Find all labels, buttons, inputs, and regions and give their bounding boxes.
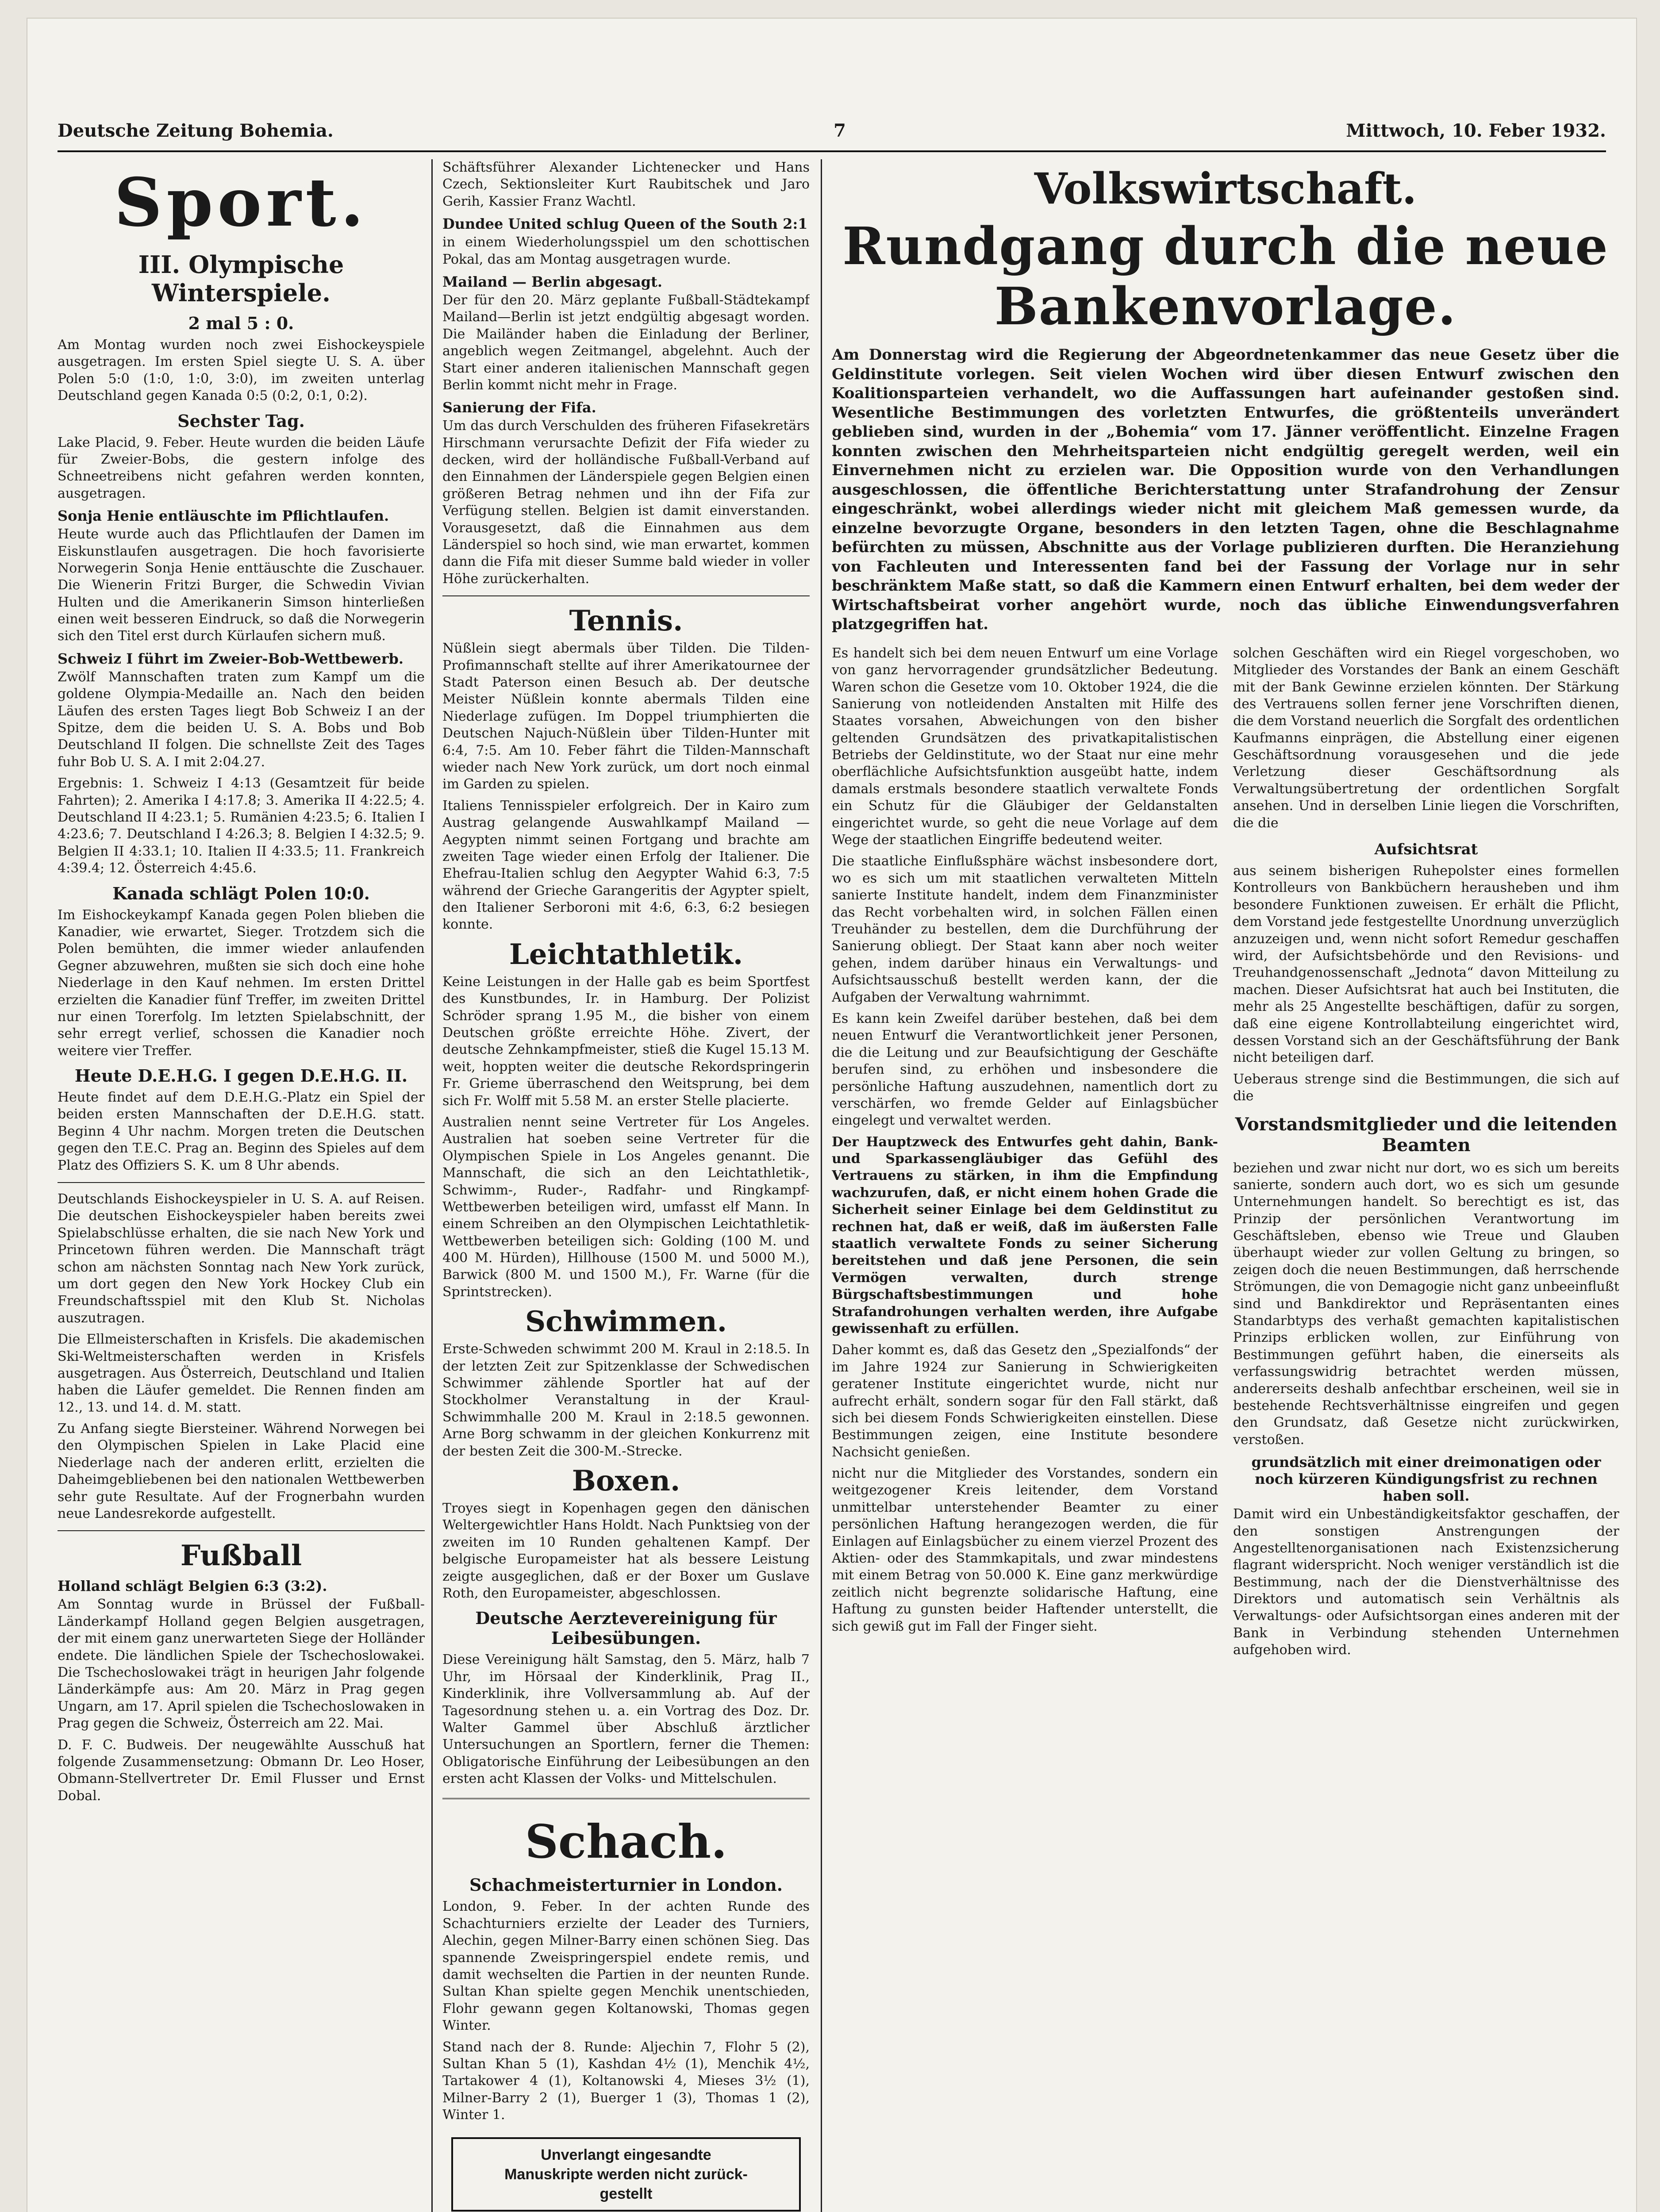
notice-line: Unverlangt eingesandte: [541, 2146, 711, 2163]
schach-heading: Schach.: [525, 1814, 727, 1869]
article-text: Nüßlein siegt abermals über Tilden. Die Tilden-Profimannschaft stellte auf ihrer Amerikatournee der Stadt Paterson einen Besuch ab. Der deutsche Meister Nüßlein konnte abermals Tilden eine Niederlage zufügen. Im Doppel triumphierten die Deutschen Najuch-Nüßlein über Tilden-Hunter mit 6:4, 7:5. Am 10. Feber fährt die Tilden-Mannschaft wieder nach New York zurück, um dort noch einmal im Garden zu spielen.: [442, 641, 810, 792]
kuendigung-heading: grundsätzlich mit einer dreimonatigen oder noch kürzeren Kündigungsfrist zu rechnen haben soll.: [1251, 1454, 1601, 1505]
holland-heading: Holland schlägt Belgien 6:3 (3:2).: [58, 1578, 327, 1595]
article-column-left: [832, 645, 1218, 1663]
article-text: Lake Placid, 9. Feber. Heute wurden die beiden Läufe für Zweier-Bobs, die gestern infolge des Schneetreibens nicht gefahren werden konnten, ausgetragen.: [58, 434, 425, 501]
article-text: London, 9. Feber. In der achten Runde des Schachturniers erzielte der Leader des Turniers, Alechin, gegen Milner-Barry einen schönen Sieg. Das spannende Zweispringerspiel endete remis, und damit wechselten die Partien in der neunten Runde. Sultan Khan spielte gegen Menchik unentschieden, Flohr gewann gegen Koltanowski, Thomas gegen Winter.: [442, 1899, 810, 2034]
column-divider: [431, 159, 433, 2212]
leichtathletik-heading: Leichtathletik.: [509, 937, 743, 971]
article-text: Heute findet auf dem D.E.H.G.-Platz ein Spiel der beiden ersten Mannschaften der D.E.H.G. statt. Beginn 4 Uhr nachm. Morgen treten die Deutschen gegen den T.E.C. Prag an. Beginn des Spieles auf dem Platz des Offiziers S. K. um 8 Uhr abends.: [58, 1090, 425, 1173]
article-title: Rundgang durch die neue Bankenvorlage.: [842, 216, 1609, 337]
masthead-rule: [58, 150, 1606, 152]
notice-line: gestellt: [599, 2185, 653, 2202]
article-text: Keine Leistungen in der Halle gab es beim Sportfest des Kunstbundes, Ir. in Hamburg. Der Polizist Schröder sprang 1.95 M., die bisher von einem Deutschen größte erreichte Höhe. Zivert, der deutsche Zehnkampfmeister, stieß die Kugel 15.13 M. weit, hoppten weiter die deutsche Rekordspringerin Fr. Grieme überraschend den Weitsprung, bei dem sich Fr. Wolff mit 5.58 M. an erster Stelle placierte.: [442, 974, 810, 1109]
newspaper-page: [27, 18, 1637, 2212]
article-text: Es handelt sich bei dem neuen Entwurf um eine Vorlage von ganz hervorragender grundsätzlicher Bedeutung. Waren schon die Gesetze vom 10. Oktober 1924, die die Sanierung von notleidenden Anstalten mit Hilfe des Staates vorsahen, Abweichungen von den bisher geltenden Grundsätzen des privatkapitalistischen Betriebs der Geldinstitute, wo der Staat nur eine mehr oberflächliche Aufsichtsfunktion ausgeübt hatte, indem damals erstmals besondere staatlich verwaltete Fonds ein Schutz für die Gläubiger der Geldanstalten eingerichtet wurde, so geht die neue Vorlage auf dem Wege der staatlichen Eingriffe bedeutend weiter.: [832, 645, 1218, 848]
masthead: [58, 115, 1606, 146]
article-text: Australien nennt seine Vertreter für Los Angeles. Australien hat soeben seine Vertreter für die Olympischen Spiele in Los Angeles genannt. Die Mannschaft, die sich an den Leichtathletik-, Schwimm-, Ruder-, Radfahr- und Ringkampf-Wettbewerben beteiligen wird, umfasst elf Mann. In einem Schreiben an den Olympischen Leichtathletik-Wettbewerben beteiligen sich: Golding (100 M. und 400 M. Hürden), Hillhouse (1500 M. und 5000 M.), Barwick (800 M. und 1500 M.), Fr. Warne (für die Sprintstrecken).: [442, 1114, 810, 1300]
boxen-heading: Boxen.: [572, 1464, 680, 1498]
bob-heading: Schweiz I führt im Zweier-Bob-Wettbewerb.: [58, 650, 404, 667]
article-text: Die Ellmeisterschaften in Krisfels. Die akademischen Ski-Weltmeisterschaften werden in Krisfels ausgetragen. Aus Österreich, Deutschland und Italien haben die Läufer gemeldet. Die Rennen finden am 12., 13. und 14. d. M. statt.: [58, 1332, 425, 1415]
sport-title: Sport.: [114, 164, 368, 242]
henie-heading: Sonja Henie entläuschte im Pflichtlaufen.: [58, 507, 389, 525]
article-columns: [832, 645, 1619, 1663]
schach-subheading: Schachmeisterturnier in London.: [469, 1875, 783, 1895]
aufsichtsrat-heading: Aufsichtsrat: [1374, 841, 1478, 859]
article-text: D. F. C. Budweis. Der neugewählte Ausschuß hat folgende Zusammensetzung: Obmann Dr. Leo Hoser, Obmann-Stellvertreter Dr. Emil Flusser und Ernst Dobal.: [58, 1737, 425, 1804]
fussball-heading: Fußball: [180, 1539, 302, 1573]
article-text: Zwölf Mannschaften traten zum Kampf um die goldene Olympia-Medaille an. Nach den beiden Läufen des ersten Tages liegt Bob Schweiz I an der Spitze, dem die beiden U. S. A. Bobs und Bob Deutschland II folgen. Die schnellste Zeit des Tages fuhr Bob U. S. A. I mit 2:04.27.: [58, 669, 425, 770]
dehg-heading: Heute D.E.H.G. I gegen D.E.H.G. II.: [74, 1066, 408, 1086]
article-text: nicht nur die Mitglieder des Vorstandes, sondern ein weitgezogener Kreis leitender, dem Vorstand unmittelbar unterstehender Beamter zu einer persönlichen Haftung herangezogen werden, die für Einlagen auf Einlagsbücher zu einem vierzel Prozent des Aktien- oder des Stammkapitals, und zwar mindestens mit einem Betrag von 50.000 K. Eine ganz merkwürdige zeitlich nicht begrenzte solidarische Haftung, eine Haftung zu gunsten beider Haftender unterstellt, die sich gewiß gut im Fall der Finger sieht.: [832, 1466, 1218, 1634]
bob-results: Ergebnis: 1. Schweiz I 4:13 (Gesamtzeit für beide Fahrten); 2. Amerika I 4:17.8; 3. Amerika II 4:22.5; 4. Deutschland II 4:23.1; 5. Rumänien 4:23.5; 6. Italien I 4:23.6; 7. Deutschland I 4:26.3; 8. Belgien I 4:32.5; 9. Belgien II 4:33.1; 10. Italien II 4:33.5; 11. Frankreich 4:39.4; 12. Österreich 4:45.6.: [58, 776, 425, 876]
article-text: solchen Geschäften wird ein Riegel vorgeschoben, wo Mitglieder des Vorstandes der Bank an einem Geschäft mit der Bank Gewinne erzielen könnten. Der Stärkung des Vertrauens sollen ferner jene Vorschriften dienen, die dem Vorstand neuerlich die Sorgfalt des ordentlichen Kaufmanns einprägen, die Abstellung einer eigenen Geschäftsordnung vorausgesehen und die jede Verletzung dieser Geschäftsordnung als Verwaltungsübertretung der ordentlichen Sorgfalt ansehen. Und in derselben Linie liegen die Vorschriften, die die: [1233, 645, 1619, 831]
tennis-heading: Tennis.: [569, 604, 683, 638]
schwimmen-heading: Schwimmen.: [525, 1305, 727, 1339]
schach-standings: Stand nach der 8. Runde: Aljechin 7, Flohr 5 (2), Sultan Khan 5 (1), Kashdan 4½ (1), Menchik 4½, Tartakower 4 (1), Koltanowski 4, Mieses 3½ (1), Milner-Barry 2 (1), Buerger 1 (3), Thomas 1 (2), Winter 1.: [442, 2039, 810, 2123]
volkswirtschaft-section: [832, 159, 1619, 2212]
olympia-heading: III. Olympische Winterspiele.: [138, 250, 344, 307]
article-text: Ueberaus strenge sind die Bestimmungen, die sich auf die: [1233, 1071, 1619, 1104]
manuscript-notice: [451, 2137, 801, 2212]
article-text: Heute wurde auch das Pflichtlaufen der Damen im Eiskunstlaufen ausgetragen. Die hoch favorisierte Norwegerin Sonja Henie enttäuschte die Zuschauer. Die Wienerin Fritzi Burger, die Schwedin Vivian Hulten und die Amerikanerin Simson hinterließen einen weit besseren Eindruck, so daß die Norwegerin sich den Titel erst durch Kürlaufen sichern muß.: [58, 526, 425, 644]
article-text: Troyes siegt in Kopenhagen gegen den dänischen Weltergewichtler Hans Holdt. Nach Punktsieg von der zweiten im 10 Runden gehaltenen Kampf. Der belgische Europameister hat als bessere Leistung zeigte ausgeglichen, daß er der Boxer um Guslave Roth, den Europameister, abgeschlossen.: [442, 1501, 810, 1601]
article-text: Am Montag wurden noch zwei Eishockeyspiele ausgetragen. Im ersten Spiel siegte U. S. A. über Polen 5:0 (1:0, 1:0, 3:0), im zweiten unterlag Deutschland gegen Kanada 0:5 (0:2, 0:1, 0:2).: [58, 337, 425, 404]
issue-date: Mittwoch, 10. Feber 1932.: [1346, 120, 1606, 141]
article-column-right: [1233, 645, 1619, 1663]
article-lead: Am Donnerstag wird die Regierung der Abgeordnetenkammer das neue Gesetz über die Geldinstitute vorlegen. Seit vielen Wochen wird über diesen Entwurf zwischen den Koalitionsparteien verhandelt, wo die Auffassungen hart aufeinander gestoßen sind. Wesentliche Bestimmungen des vorletzten Entwurfes, die größtenteils unverändert geblieben sind, wurden in der „Bohemia“ vom 17. Jänner veröffentlicht. Einzelne Fragen konnten zwischen den Mehrheitsparteien nicht endgültig geregelt werden, weil ein Einvernehmen nicht zu erzielen war. Die Opposition wurde von den Verhandlungen ausgeschlossen, die öffentliche Berichterstattung unter Strafandrohung der Zensur eingeschränkt, wobei allerdings wieder nicht mit gleichem Maß gemessen wurde, da einzelne bevorzugte Organe, besonders in den letzten Tagen, ohne die Beschlagnahme befürchten zu müssen, Abschnitte aus der Vorlage publizieren durften. Die Heranziehung von Fachleuten und Interessenten fand bei der Fassung der Vorlage nur in sehr beschränktem Maße statt, so daß die Kammern einen Entwurf erhalten, bei dem weder der Wirtschaftsbeirat vorher angehört wurde, noch das übliche Einwendungsverfahren platzgegriffen hat.: [832, 346, 1619, 634]
article-text: beziehen und zwar nicht nur dort, wo es sich um bereits sanierte, sondern auch dort, wo es sich um gesunde Unternehmungen handelt. So berechtigt es ist, das Prinzip der persönlichen Verantwortung im Geschäftsleben, ebenso wie Treue und Glauben überhaupt wieder zur vollen Geltung zu bringen, so zeigen doch die neuen Bestimmungen, daß herrschende Strömungen, die von Demagogie nicht ganz unbeeinflußt sind und Bankdirektor und Repräsentanten eines Standarbtyps des verhaßt gemachten kapitalistischen Prinzips erblicken wollen, zur Einführung von Bestimmungen geführt haben, die einerseits als verfassungswidrig betrachtet werden müssen, andererseits deshalb anfechtbar erscheinen, weil sie in bestehende Rechtsverhältnisse eingreifen und gegen den Grundsatz, daß Gesetze nicht zurückwirken, verstoßen.: [1233, 1160, 1619, 1448]
volkswirtschaft-heading: Volkswirtschaft.: [1034, 164, 1417, 214]
article-text: Damit wird ein Unbeständigkeitsfaktor geschaffen, der den sonstigen Anstrengungen der Angestelltenorganisationen nach Existenzsicherung flagrant widerspricht. Noch weniger verständlich ist die Bestimmung, nach der die Dienstverhältnisse des Direktors und automatisch sein Verhältnis als Verwaltungs- oder Aufsichtsorgan eines anderen mit der Bank in Verbindung stehenden Unternehmen aufgehoben wird.: [1233, 1506, 1619, 1658]
article-text: Es kann kein Zweifel darüber bestehen, daß bei dem neuen Entwurf die Verantwortlichkeit jener Personen, die die Leitung und zur Beaufsichtigung der Geschäfte berufen sind, zu erhöhen und insbesondere die persönliche Haftung auszudehnen, namentlich dort zu verschärfen, wo fremde Gelder auf Einlagsbücher eingelegt und verwaltet werden.: [832, 1010, 1218, 1129]
article-text: Deutschlands Eishockeyspieler in U. S. A. auf Reisen. Die deutschen Eishockeyspieler haben bereits zwei Spielabschlüsse erhalten, die sie nach New York und Princetown führen werden. Die Mannschaft trägt schon am nächsten Sonntag nach New York zurück, um dort gegen den New York Hockey Club ein Freundschaftsspiel mit den Klub St. Nicholas auszutragen.: [58, 1191, 425, 1326]
day-heading: Sechster Tag.: [177, 411, 305, 431]
article-text: Diese Vereinigung hält Samstag, den 5. März, halb 7 Uhr, im Hörsaal der Kinderklinik, Prag II., Kinderklinik, ihre Vollversammlung ab. Auf der Tagesordnung stehen u. a. ein Vortrag des Doz. Dr. Walter Gammel über Abschluß ärztlicher Untersuchungen an Sportlern, ferner die Themen: Obligatorische Einführung der Leibesübungen an den ersten acht Klassen der Volks- und Mittelschulen.: [442, 1652, 810, 1787]
olympia-subheading: 2 mal 5 : 0.: [188, 313, 294, 333]
article-text: Der Hauptzweck des Entwurfes geht dahin, Bank- und Sparkassengläubiger das Gefühl des Vertrauens zu stärken, in ihm die Empfindung wachzurufen, daß, er nicht einem hohen Grade die Sicherheit seiner Einlage bei dem Geldinstitut zu rechnen hat, daß er weiß, daß im äußersten Falle staatlich verwaltete Fonds zu seiner Sicherung bereitstehen und daß jene Personen, die sein Vermögen verwalten, durch strenge Bürgschaftsbestimmungen und hohe Strafandrohungen verhalten werden, ihre Aufgabe gewissenhaft zu erfüllen.: [832, 1134, 1218, 1336]
page-number: 7: [834, 120, 846, 141]
article-text: Um das durch Verschulden des früheren Fifasekretärs Hirschmann verursachte Defizit der Fifa wieder zu decken, wird der holländische Fußball-Verband auf den Einnahmen der Länderspiele gegen Belgien einen größeren Betrag nehmen und ihn der Fifa zur Verfügung stellen. Belgien ist damit einverstanden. Vorausgesetzt, daß die Einnahmen aus dem Länderspiel so hoch sind, wie man erwartet, kommen dann die Fifa mit dieser Summe bald wieder in voller Höhe zurückerhalten.: [442, 418, 810, 587]
article-text: Italiens Tennisspieler erfolgreich. Der in Kairo zum Austrag gelangende Auswahlkampf Mailand — Aegypten nimmt seinen Fortgang und brachte am zweiten Tage wieder einen Erfolg der Italiener. Die Ehefrau-Italien schlug den Aegypter Wahid 6:3, 7:5 während der Grieche Garangeritis der Agypter spielt, den Italiener Serboroni mit 4:6, 6:3, 6:2 besiegen konnte.: [442, 798, 810, 933]
paper-name: Deutsche Zeitung Bohemia.: [58, 120, 334, 141]
kanada-heading: Kanada schlägt Polen 10:0.: [112, 883, 370, 903]
divider: [442, 595, 810, 596]
article-text: Am Sonntag wurde in Brüssel der Fußball-Länderkampf Holland gegen Belgien ausgetragen, der mit einem ganz unerwarteten Siege der Holländer endete. Die ländlichen Spiele der Tschechoslowakei. Die Tschechoslowakei trägt in heurigen Jahr folgende Länderkämpfe aus: Am 20. März in Prag gegen Ungarn, am 17. April spielen die Tschechoslowaken in Prag gegen die Schweiz, Österreich am 22. Mai.: [58, 1597, 425, 1732]
fifa-heading: Sanierung der Fifa.: [442, 399, 596, 416]
article-text: Zu Anfang siegte Biersteiner. Während Norwegen bei den Olympischen Spielen in Lake Placid eine Niederlage nach der anderen erlitt, erzielten die Daheimgebliebenen bei den nationalen Wettbewerben sehr gute Resultate. Auf der Frognerbahn wurden neue Landesrekorde aufgestellt.: [58, 1421, 425, 1522]
sport-column-2: [442, 159, 810, 2212]
article-text: Schäftsführer Alexander Lichtenecker und Hans Czech, Sektionsleiter Kurt Raubitschek und Jaro Gerih, Kassier Franz Wachtl.: [442, 160, 810, 209]
article-text: Im Eishockeykampf Kanada gegen Polen blieben die Kanadier, wie erwartet, Sieger. Trotzdem sich die Polen bemühten, die immer wieder anlaufenden Gegner abzuwehren, mußten sie sich doch eine hohe Niederlage in den Kauf nehmen. Im ersten Drittel erzielten die Kanadier fünf Treffer, im zweiten Drittel nur einen Torerfolg. Im letzten Spielabschnitt, der sehr erregt verlief, schossen die Kanadier noch weitere vier Treffer.: [58, 907, 425, 1059]
dundee-heading: Dundee United schlug Queen of the South 2:1: [442, 215, 808, 233]
article-text: aus seinem bisherigen Ruhepolster eines formellen Kontrolleurs von Bankbüchern herausheben und ihm besondere Funktionen zuweisen. Er erhält die Pflicht, dem Vorstand jede festgestellte Unordnung unverzüglich anzuzeigen und, wenn nicht sofort Remedur geschaffen wird, der Aufsichtsbehörde und den Revisions- und Treuhandgenossenschaft „Jednota“ davon Mitteilung zu machen. Dieser Aufsichtsrat hat auch bei Instituten, die mehr als 25 Angestellte beschäftigen, dafür zu sorgen, daß eine eigene Kontrollabteilung eingerichtet wird, dessen Vorstand sich an der Geschäftsführung der Bank nicht beteiligen darf.: [1233, 863, 1619, 1066]
notice-line: Manuskripte werden nicht zurück-: [504, 2166, 748, 2183]
article-text: Daher kommt es, daß das Gesetz den „Spezialfonds“ der im Jahre 1924 zur Sanierung in Schwierigkeiten geratener Institute eingerichtet wurde, nicht nur aufrecht erhält, sondern sogar für den Fall stärkt, daß sich bei diesem Fonds Schwierigkeiten einstellen. Diese Bestimmungen zeigen, eine Institute besondere Nachsicht genießen.: [832, 1342, 1218, 1460]
article-text: Der für den 20. März geplante Fußball-Städtekampf Mailand—Berlin ist jetzt endgültig abgesagt worden. Die Mailänder haben die Einladung der Berliner, angeblich wegen Zeitmangel, abgelehnt. Auch der Start einer anderen italienischen Mannschaft gegen Berlin kommt nicht mehr in Frage.: [442, 292, 810, 393]
article-text: Die staatliche Einflußsphäre wächst insbesondere dort, wo es sich um mit staatlichen verwalteten Mitteln sanierte Institute handelt, indem dem Finanzminister das Recht vorbehalten wird, in solchen Fällen einen Treuhänder zu bestellen, dem die Durchführung der Sanierung obliegt. Der Staat kann aber noch weiter gehen, indem darüber hinaus ein Verwaltungs- und Aufsichtsausschuß bestellt werden kann, der die Aufgaben der Verwaltung wahrnimmt.: [832, 853, 1218, 1005]
mailand-heading: Mailand — Berlin abgesagt.: [442, 273, 662, 290]
divider: [442, 1798, 810, 1801]
sport-column-1: [58, 159, 425, 2212]
aerzte-heading: Deutsche Aerztevereinigung für Leibesübungen.: [475, 1608, 777, 1648]
vorstand-heading: Vorstandsmitglieder und die leitenden Beamten: [1235, 1114, 1618, 1156]
divider: [58, 1182, 425, 1183]
column-divider: [821, 159, 822, 2212]
divider: [58, 1530, 425, 1531]
article-text: Erste-Schweden schwimmt 200 M. Kraul in 2:18.5. In der letzten Zeit zur Spitzenklasse der Schwedischen Schwimmer zählende Sportler hat auf der Stockholmer Veranstaltung in der Kraul-Schwimmhalle 200 M. Kraul in 2:18.5 gewonnen. Arne Borg schwamm in der gleichen Konkurrenz mit der besten Zeit die 300-M.-Strecke.: [442, 1341, 810, 1459]
article-text: in einem Wiederholungsspiel um den schottischen Pokal, das am Montag ausgetragen wurde.: [442, 234, 810, 267]
